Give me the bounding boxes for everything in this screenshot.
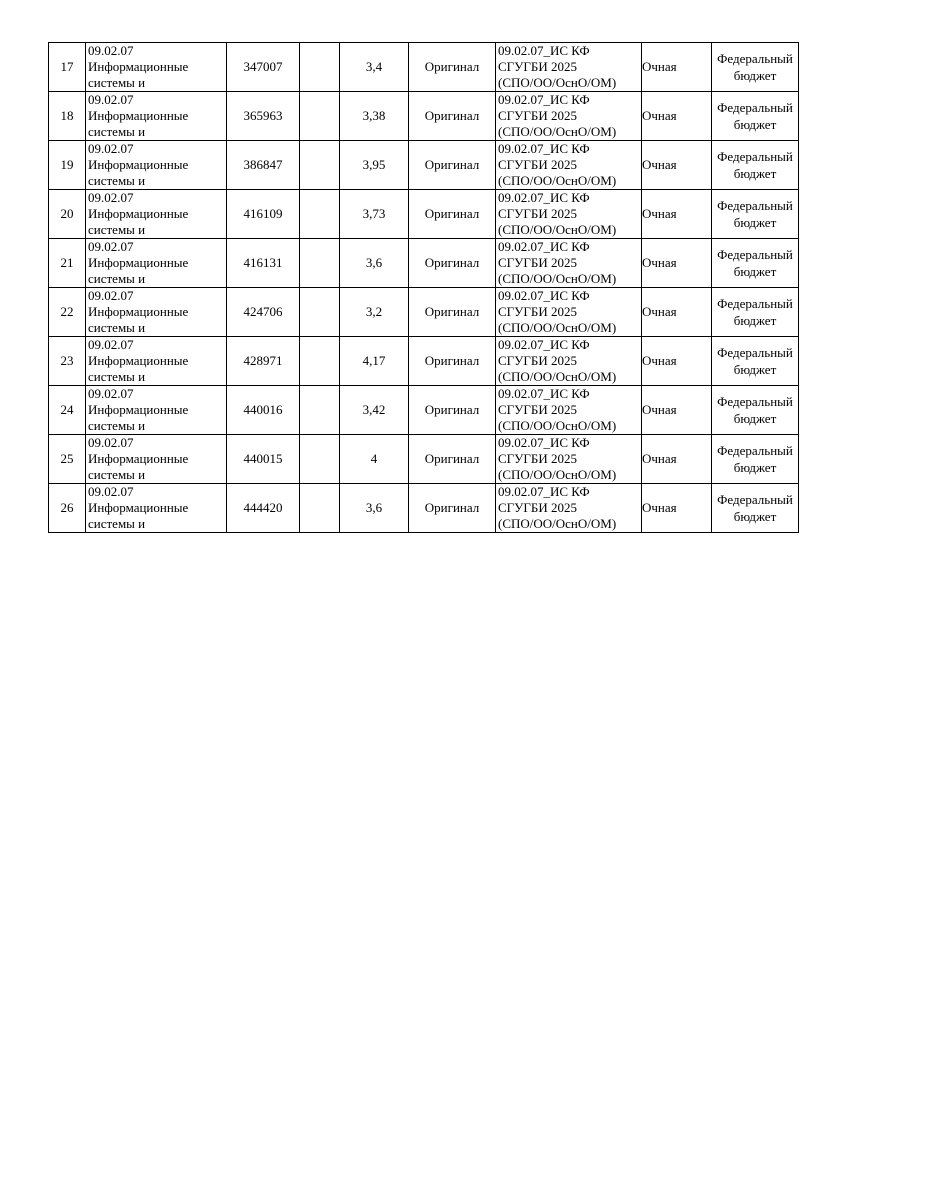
specialty-line: системы и: [88, 221, 146, 237]
document-type-cell: Оригинал: [409, 92, 496, 141]
specialty-line: 09.02.07: [88, 483, 134, 499]
study-form-cell: Очная: [642, 43, 712, 92]
applicant-id-cell: 440016: [227, 386, 300, 435]
competition-group-text: [496, 337, 641, 385]
table-row: [49, 484, 799, 533]
competition-group-line: (СПО/ОО/ОснО/ОМ): [498, 466, 617, 482]
competition-group-text: [496, 239, 641, 287]
competition-group-line: СГУГБИ 2025: [498, 499, 578, 515]
competition-group-line: 09.02.07_ИС КФ: [498, 434, 590, 450]
funding-text: [712, 295, 798, 329]
table-row: [49, 92, 799, 141]
specialty-cell: [86, 92, 227, 141]
competition-group-line: 09.02.07_ИС КФ: [498, 42, 590, 58]
document-type-cell: Оригинал: [409, 190, 496, 239]
competition-group-line: 09.02.07_ИС КФ: [498, 385, 590, 401]
funding-text: [712, 197, 798, 231]
specialty-line: Информационные: [88, 303, 189, 319]
funding-cell: [712, 92, 799, 141]
competition-group-line: СГУГБИ 2025: [498, 401, 578, 417]
specialty-line: системы и: [88, 123, 146, 139]
funding-line: бюджет: [733, 68, 777, 83]
specialty-line: системы и: [88, 74, 146, 90]
funding-cell: [712, 141, 799, 190]
document-type-cell: Оригинал: [409, 337, 496, 386]
specialty-cell: [86, 288, 227, 337]
competition-group-cell: [496, 337, 642, 386]
competition-group-text: [496, 141, 641, 189]
funding-cell: [712, 337, 799, 386]
applicants-table: [48, 42, 799, 533]
competition-group-cell: [496, 92, 642, 141]
competition-group-line: 09.02.07_ИС КФ: [498, 238, 590, 254]
funding-text: [712, 491, 798, 525]
funding-text: [712, 50, 798, 84]
funding-text: [712, 148, 798, 182]
competition-group-line: (СПО/ОО/ОснО/ОМ): [498, 270, 617, 286]
competition-group-line: (СПО/ОО/ОснО/ОМ): [498, 515, 617, 531]
competition-group-cell: [496, 239, 642, 288]
study-form-cell: Очная: [642, 337, 712, 386]
average-score-cell: 3,38: [340, 92, 409, 141]
competition-group-line: (СПО/ОО/ОснО/ОМ): [498, 368, 617, 384]
competition-group-line: СГУГБИ 2025: [498, 58, 578, 74]
applicant-id-cell: 444420: [227, 484, 300, 533]
empty-cell: [300, 141, 340, 190]
funding-cell: [712, 43, 799, 92]
specialty-line: 09.02.07: [88, 238, 134, 254]
specialty-line: системы и: [88, 417, 146, 433]
specialty-line: Информационные: [88, 254, 189, 270]
row-number-cell: 21: [49, 239, 86, 288]
funding-text: [712, 99, 798, 133]
competition-group-cell: [496, 435, 642, 484]
specialty-line: 09.02.07: [88, 385, 134, 401]
competition-group-line: СГУГБИ 2025: [498, 254, 578, 270]
competition-group-text: [496, 484, 641, 532]
competition-group-line: 09.02.07_ИС КФ: [498, 140, 590, 156]
study-form-cell: Очная: [642, 190, 712, 239]
specialty-line: системы и: [88, 368, 146, 384]
funding-line: бюджет: [733, 264, 777, 279]
funding-line: бюджет: [733, 509, 777, 524]
empty-cell: [300, 43, 340, 92]
specialty-line: 09.02.07: [88, 434, 134, 450]
row-number-cell: 20: [49, 190, 86, 239]
specialty-text: [86, 484, 226, 532]
specialty-line: 09.02.07: [88, 287, 134, 303]
study-form-cell: Очная: [642, 288, 712, 337]
funding-cell: [712, 435, 799, 484]
competition-group-line: 09.02.07_ИС КФ: [498, 189, 590, 205]
specialty-line: Информационные: [88, 107, 189, 123]
row-number-cell: 19: [49, 141, 86, 190]
applicant-id-cell: 386847: [227, 141, 300, 190]
specialty-cell: [86, 386, 227, 435]
funding-line: Федеральный: [717, 492, 793, 507]
specialty-cell: [86, 190, 227, 239]
specialty-cell: [86, 141, 227, 190]
applicant-id-cell: 416109: [227, 190, 300, 239]
specialty-line: 09.02.07: [88, 91, 134, 107]
funding-text: [712, 344, 798, 378]
table-row: [49, 337, 799, 386]
document-type-cell: Оригинал: [409, 239, 496, 288]
specialty-line: системы и: [88, 515, 146, 531]
competition-group-cell: [496, 386, 642, 435]
funding-line: Федеральный: [717, 394, 793, 409]
competition-group-line: 09.02.07_ИС КФ: [498, 336, 590, 352]
specialty-cell: [86, 484, 227, 533]
competition-group-line: СГУГБИ 2025: [498, 156, 578, 172]
competition-group-line: (СПО/ОО/ОснО/ОМ): [498, 74, 617, 90]
specialty-line: системы и: [88, 319, 146, 335]
row-number-cell: 25: [49, 435, 86, 484]
applicant-id-cell: 347007: [227, 43, 300, 92]
funding-line: Федеральный: [717, 100, 793, 115]
table-row: [49, 190, 799, 239]
specialty-line: Информационные: [88, 352, 189, 368]
funding-line: Федеральный: [717, 345, 793, 360]
empty-cell: [300, 239, 340, 288]
funding-cell: [712, 190, 799, 239]
row-number-cell: 24: [49, 386, 86, 435]
funding-line: бюджет: [733, 166, 777, 181]
funding-line: бюджет: [733, 411, 777, 426]
table-row: [49, 435, 799, 484]
competition-group-text: [496, 386, 641, 434]
funding-line: Федеральный: [717, 296, 793, 311]
funding-line: бюджет: [733, 313, 777, 328]
funding-cell: [712, 288, 799, 337]
funding-line: Федеральный: [717, 247, 793, 262]
study-form-cell: Очная: [642, 92, 712, 141]
average-score-cell: 3,6: [340, 239, 409, 288]
study-form-cell: Очная: [642, 435, 712, 484]
funding-text: [712, 393, 798, 427]
applicant-id-cell: 416131: [227, 239, 300, 288]
specialty-text: [86, 239, 226, 287]
specialty-line: Информационные: [88, 58, 189, 74]
document-type-cell: Оригинал: [409, 435, 496, 484]
table-row: [49, 288, 799, 337]
specialty-cell: [86, 239, 227, 288]
table-row: [49, 141, 799, 190]
competition-group-line: 09.02.07_ИС КФ: [498, 91, 590, 107]
competition-group-line: 09.02.07_ИС КФ: [498, 483, 590, 499]
average-score-cell: 3,6: [340, 484, 409, 533]
document-type-cell: Оригинал: [409, 484, 496, 533]
funding-line: бюджет: [733, 362, 777, 377]
row-number-cell: 26: [49, 484, 86, 533]
competition-group-cell: [496, 288, 642, 337]
funding-cell: [712, 386, 799, 435]
empty-cell: [300, 92, 340, 141]
competition-group-cell: [496, 484, 642, 533]
funding-text: [712, 246, 798, 280]
table-row: [49, 239, 799, 288]
funding-line: бюджет: [733, 460, 777, 475]
specialty-cell: [86, 43, 227, 92]
average-score-cell: 3,95: [340, 141, 409, 190]
competition-group-line: (СПО/ОО/ОснО/ОМ): [498, 417, 617, 433]
competition-group-line: СГУГБИ 2025: [498, 352, 578, 368]
document-type-cell: Оригинал: [409, 141, 496, 190]
competition-group-text: [496, 190, 641, 238]
funding-line: Федеральный: [717, 51, 793, 66]
specialty-line: Информационные: [88, 205, 189, 221]
empty-cell: [300, 288, 340, 337]
study-form-cell: Очная: [642, 484, 712, 533]
specialty-line: 09.02.07: [88, 189, 134, 205]
competition-group-cell: [496, 43, 642, 92]
competition-group-line: СГУГБИ 2025: [498, 303, 578, 319]
specialty-text: [86, 92, 226, 140]
competition-group-text: [496, 43, 641, 91]
funding-cell: [712, 239, 799, 288]
empty-cell: [300, 386, 340, 435]
specialty-line: Информационные: [88, 499, 189, 515]
row-number-cell: 17: [49, 43, 86, 92]
average-score-cell: 3,4: [340, 43, 409, 92]
specialty-line: 09.02.07: [88, 336, 134, 352]
document-type-cell: Оригинал: [409, 288, 496, 337]
specialty-text: [86, 141, 226, 189]
specialty-text: [86, 43, 226, 91]
study-form-cell: Очная: [642, 239, 712, 288]
applicant-id-cell: 365963: [227, 92, 300, 141]
specialty-text: [86, 435, 226, 483]
specialty-line: системы и: [88, 466, 146, 482]
funding-text: [712, 442, 798, 476]
competition-group-cell: [496, 141, 642, 190]
table-row: [49, 43, 799, 92]
funding-line: бюджет: [733, 117, 777, 132]
specialty-text: [86, 288, 226, 336]
competition-group-text: [496, 435, 641, 483]
average-score-cell: 4: [340, 435, 409, 484]
average-score-cell: 3,2: [340, 288, 409, 337]
funding-line: бюджет: [733, 215, 777, 230]
competition-group-line: (СПО/ОО/ОснО/ОМ): [498, 319, 617, 335]
competition-group-line: (СПО/ОО/ОснО/ОМ): [498, 221, 617, 237]
specialty-line: Информационные: [88, 450, 189, 466]
specialty-cell: [86, 337, 227, 386]
specialty-line: Информационные: [88, 156, 189, 172]
specialty-text: [86, 386, 226, 434]
competition-group-line: СГУГБИ 2025: [498, 205, 578, 221]
row-number-cell: 18: [49, 92, 86, 141]
document-type-cell: Оригинал: [409, 386, 496, 435]
row-number-cell: 22: [49, 288, 86, 337]
applicant-id-cell: 424706: [227, 288, 300, 337]
table-row: [49, 386, 799, 435]
average-score-cell: 3,42: [340, 386, 409, 435]
empty-cell: [300, 484, 340, 533]
specialty-text: [86, 337, 226, 385]
specialty-line: 09.02.07: [88, 140, 134, 156]
row-number-cell: 23: [49, 337, 86, 386]
competition-group-line: СГУГБИ 2025: [498, 107, 578, 123]
competition-group-line: (СПО/ОО/ОснО/ОМ): [498, 172, 617, 188]
competition-group-line: 09.02.07_ИС КФ: [498, 287, 590, 303]
empty-cell: [300, 190, 340, 239]
funding-line: Федеральный: [717, 149, 793, 164]
applicant-id-cell: 428971: [227, 337, 300, 386]
study-form-cell: Очная: [642, 386, 712, 435]
table-body: [49, 43, 799, 533]
specialty-line: системы и: [88, 270, 146, 286]
funding-line: Федеральный: [717, 443, 793, 458]
empty-cell: [300, 337, 340, 386]
funding-cell: [712, 484, 799, 533]
competition-group-line: (СПО/ОО/ОснО/ОМ): [498, 123, 617, 139]
competition-group-cell: [496, 190, 642, 239]
average-score-cell: 3,73: [340, 190, 409, 239]
specialty-text: [86, 190, 226, 238]
specialty-line: 09.02.07: [88, 42, 134, 58]
competition-group-text: [496, 288, 641, 336]
competition-group-text: [496, 92, 641, 140]
empty-cell: [300, 435, 340, 484]
specialty-line: Информационные: [88, 401, 189, 417]
average-score-cell: 4,17: [340, 337, 409, 386]
competition-group-line: СГУГБИ 2025: [498, 450, 578, 466]
study-form-cell: Очная: [642, 141, 712, 190]
specialty-cell: [86, 435, 227, 484]
document-type-cell: Оригинал: [409, 43, 496, 92]
specialty-line: системы и: [88, 172, 146, 188]
funding-line: Федеральный: [717, 198, 793, 213]
applicant-id-cell: 440015: [227, 435, 300, 484]
